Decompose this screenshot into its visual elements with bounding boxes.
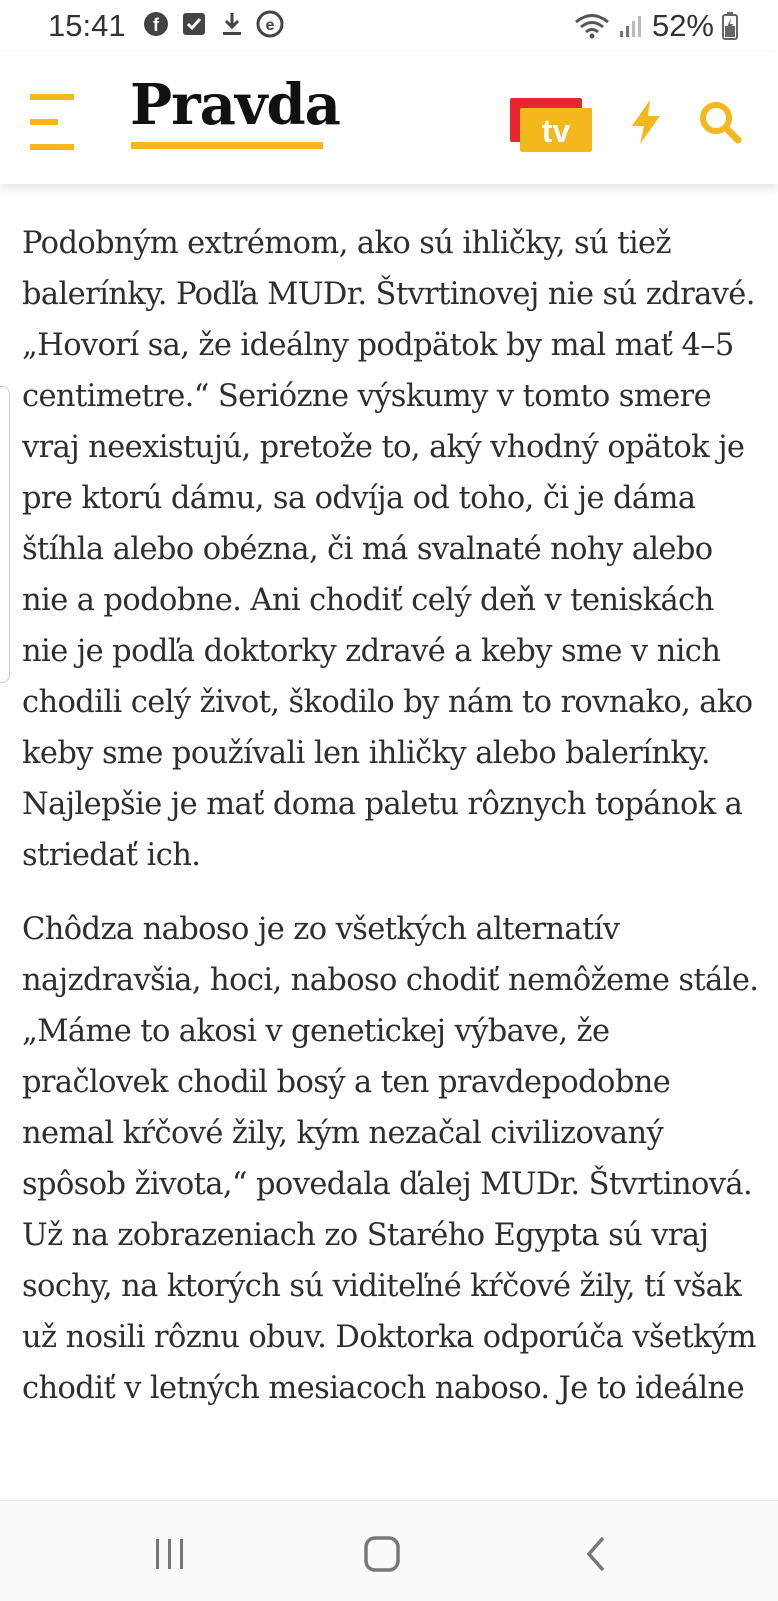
breaking-news-button[interactable] [628, 98, 664, 146]
hamburger-icon [30, 92, 80, 152]
tv-logo-icon [510, 98, 592, 154]
article-body [22, 218, 762, 1498]
tv-button[interactable] [510, 98, 592, 154]
recent-apps-icon [152, 1536, 188, 1572]
menu-button[interactable] [30, 92, 80, 152]
notification-icons [142, 10, 284, 38]
tv-label: tv [541, 113, 571, 149]
site-logo[interactable]: Pravda [130, 72, 340, 138]
home-icon [362, 1534, 402, 1574]
search-button[interactable] [698, 100, 742, 144]
back-button[interactable] [566, 1529, 626, 1579]
svg-text:e: e [265, 17, 275, 34]
system-status [574, 8, 738, 44]
home-button[interactable] [352, 1529, 412, 1579]
wifi-icon [574, 13, 610, 39]
search-icon [698, 100, 742, 144]
article-paragraph: Chôdza naboso je zo všetkých alternatív najzdravšia, hoci, naboso chodiť nemôžeme stále. „Máme to akosi v genetickej výbave, že pračlovek chodil bosý a ten pravdepodobne nemal kŕčové žily, kým nezačal civilizovaný spôsob života,“ povedala ďalej MUDr. Štvrtinová. Už na zobrazeniach zo Starého Egypta sú vraj sochy, na ktorých sú viditeľné kŕčové žily, tí však už nosili rôznu obuv. Doktorka odporúča všetkým chodiť v letných mesiacoch naboso. Je to ideálne [22, 912, 759, 1406]
check-square-icon [180, 10, 208, 38]
article-paragraph: Podobným extrémom, ako sú ihličky, sú tiež balerínky. Podľa MUDr. Štvrtinovej nie sú zdravé. „Hovorí sa, že ideálny podpätok by mal mať 4–5 centimetre.“ Seriózne výskumy v tomto smere vraj neexistujú, pretože to, aký vhodný opätok je pre ktorú dámu, sa odvíja od toho, či je dáma štíhla alebo obézna, či má svalnaté nohy alebo nie a podobne. Ani chodiť celý deň v teniskách nie je podľa doktorky zdravé a keby sme v nich chodili celý život, škodilo by nám to rovnako, ako keby sme používali len ihličky alebo balerínky. Najlepšie je mať doma paletu rôznych topánok a striedať ich. [22, 226, 755, 873]
edge-panel-handle[interactable] [0, 386, 10, 683]
status-bar [0, 0, 778, 52]
recent-apps-button[interactable] [140, 1529, 200, 1579]
e-circle-icon [256, 10, 284, 38]
battery-icon [722, 12, 738, 40]
battery-percent: 52% [651, 8, 714, 43]
back-icon [581, 1534, 611, 1574]
svg-text:f: f [153, 15, 159, 35]
facebook-icon [142, 10, 170, 38]
status-time: 15:41 [48, 8, 126, 43]
download-icon [218, 10, 246, 38]
navigation-bar [0, 1500, 778, 1601]
logo-underline [131, 142, 323, 149]
site-header [0, 52, 778, 184]
lightning-icon [628, 98, 664, 146]
signal-icon [618, 13, 644, 39]
